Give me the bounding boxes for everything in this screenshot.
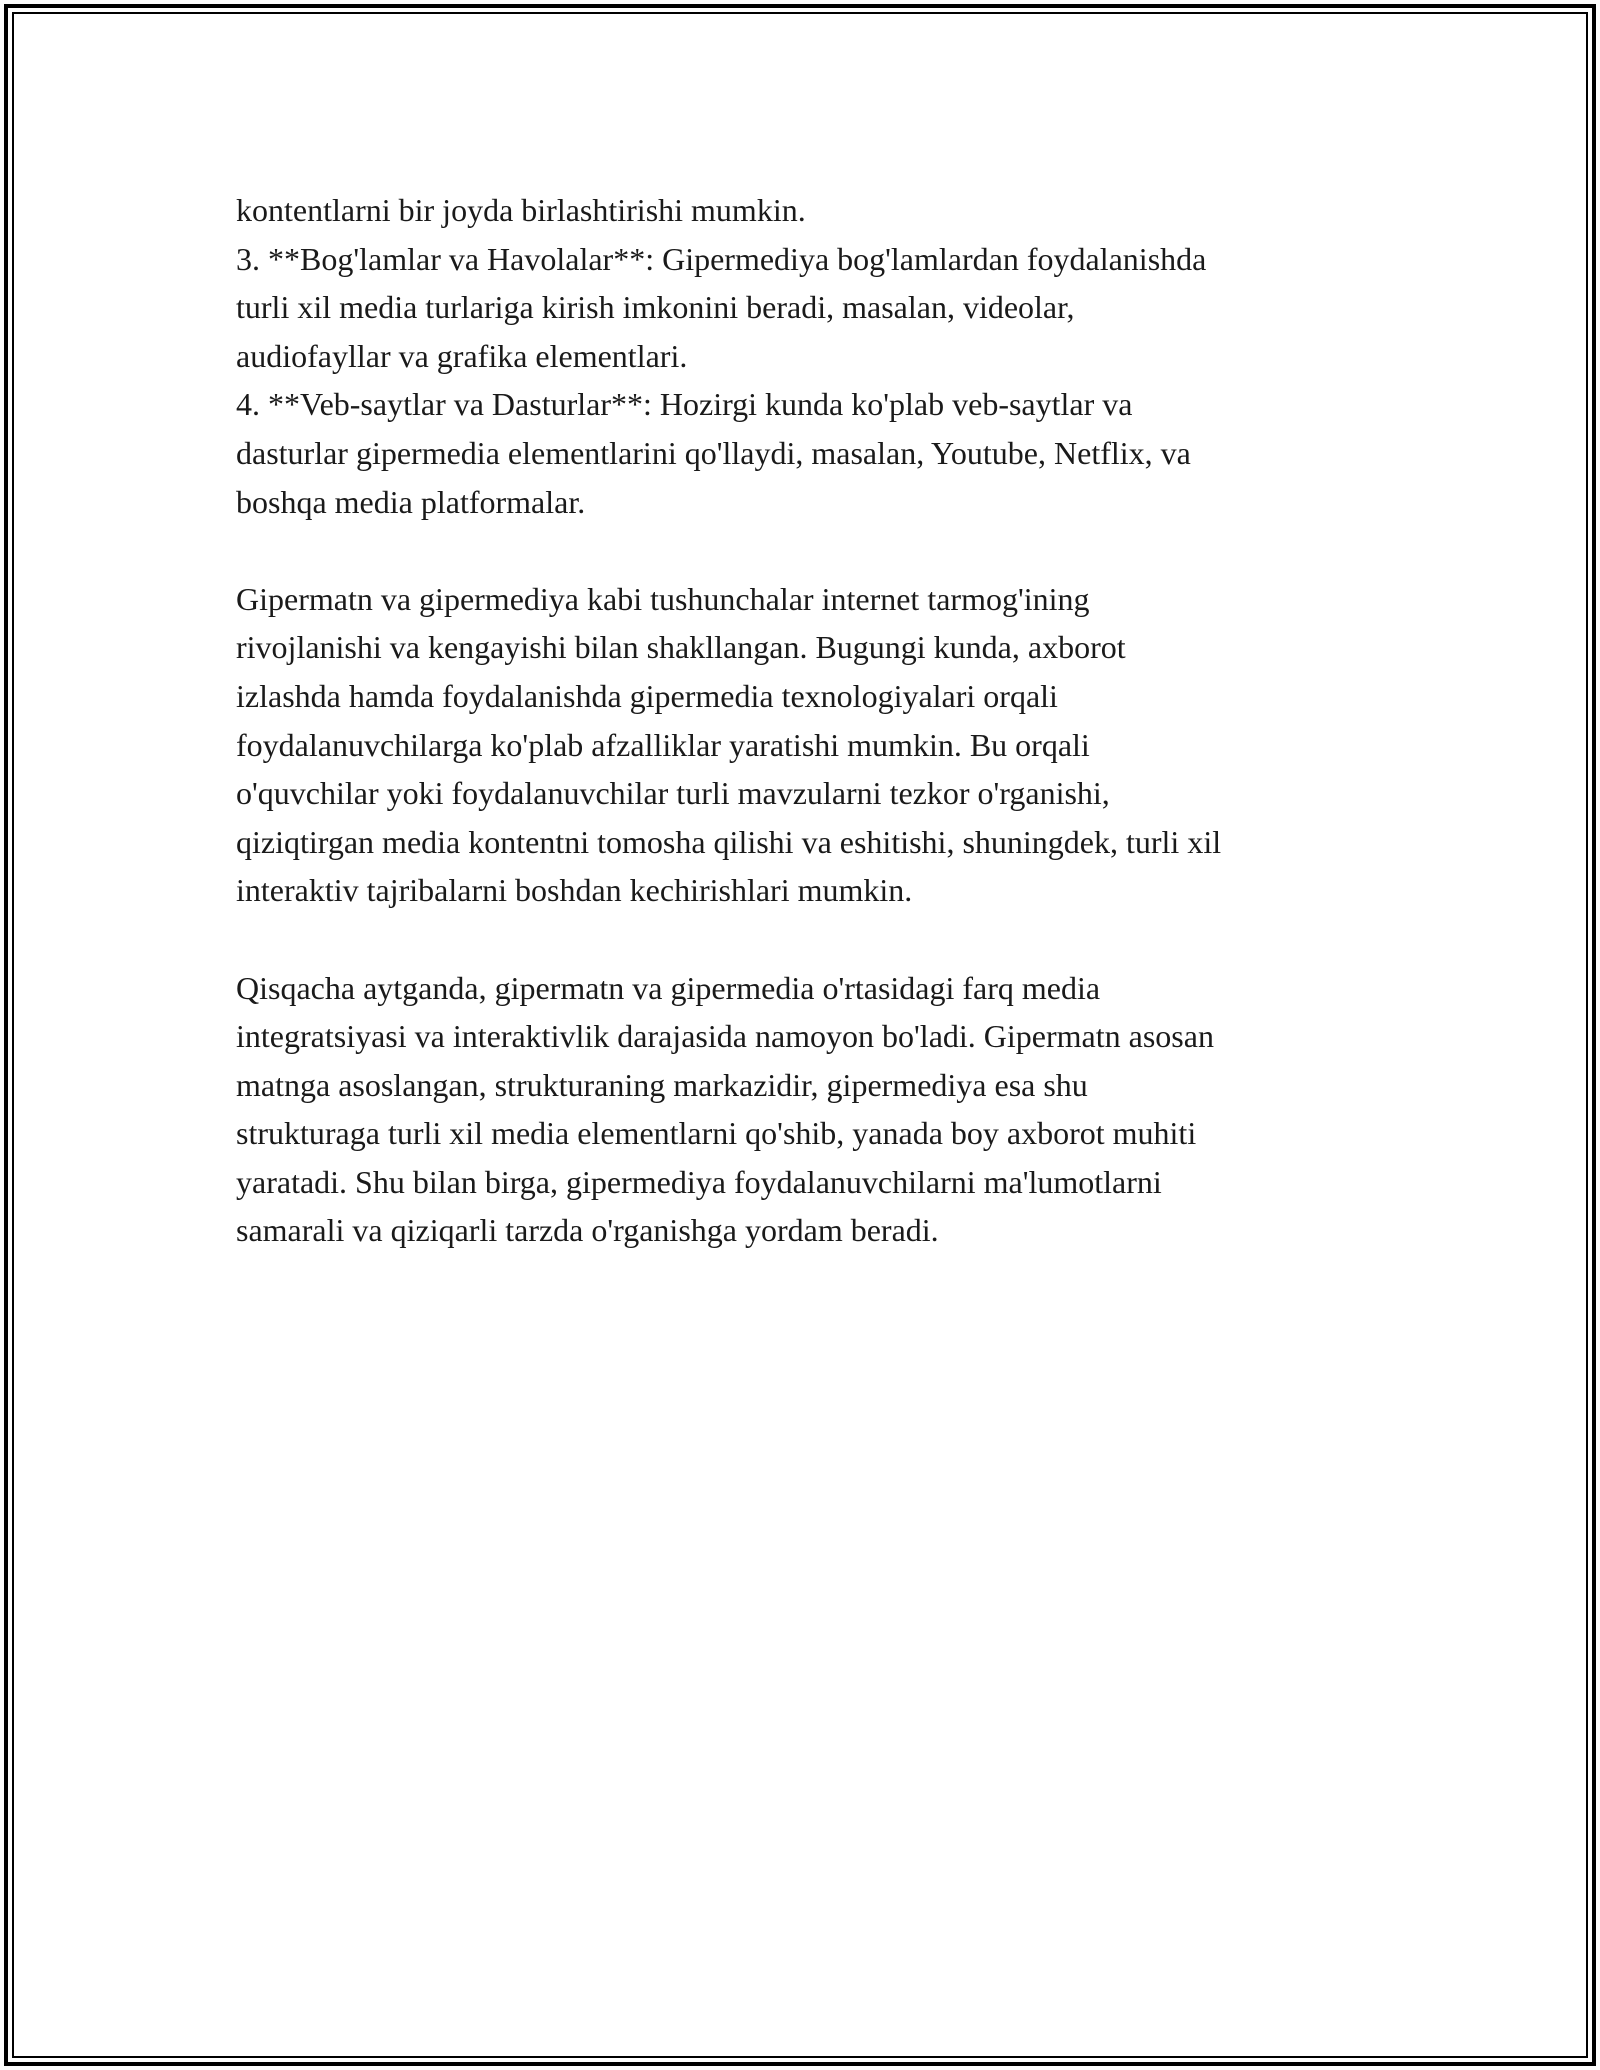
text-line: strukturaga turli xil media elementlarni qo'shib, yanada boy axborot muhiti <box>236 1115 1197 1152</box>
text-line: o'quvchilar yoki foydalanuvchilar turli mavzularni tezkor o'rganishi, <box>236 775 1110 812</box>
text-line: kontentlarni bir joyda birlashtirishi mumkin. <box>236 192 806 228</box>
text-line: interaktiv tajribalarni boshdan kechirishlari mumkin. <box>236 872 913 909</box>
paragraph-gap <box>236 526 1396 575</box>
text-line: Qisqacha aytganda, gipermatn va gipermedia o'rtasidagi farq media <box>236 969 1101 1006</box>
text-line: boshqa media platformalar. <box>236 483 586 520</box>
text-line: audiofayllar va grafika elementlari. <box>236 337 688 374</box>
text-line: izlashda hamda foydalanishda gipermedia texnologiyalari orqali <box>236 677 1058 714</box>
text-line: matnga asoslangan, strukturaning markazidir, gipermediya esa shu <box>236 1066 1088 1103</box>
text-line: Gipermatn va gipermediya kabi tushunchalar internet tarmog'ining <box>236 580 1090 617</box>
text-line: integratsiyasi va interaktivlik darajasida namoyon bo'ladi. Gipermatn asosan <box>236 1018 1214 1055</box>
text-line: qiziqtirgan media kontentni tomosha qilishi va eshitishi, shuningdek, turli xil <box>236 823 1222 860</box>
document-body <box>236 186 1396 1255</box>
text-line: yaratadi. Shu bilan birga, gipermediya foydalanuvchilarni ma'lumotlarni <box>236 1163 1162 1200</box>
text-line: foydalanuvchilarga ko'plab afzalliklar yaratishi mumkin. Bu orqali <box>236 726 1090 763</box>
text-line: 3. **Bog'lamlar va Havolalar**: Gipermediya bog'lamlardan foydalanishda <box>236 240 1207 277</box>
text-line: 4. **Veb-saytlar va Dasturlar**: Hozirgi kunda ko'plab veb-saytlar va <box>236 386 1133 423</box>
paragraph-gap <box>236 915 1396 964</box>
text-line: dasturlar gipermedia elementlarini qo'llaydi, masalan, Youtube, Netflix, va <box>236 434 1191 471</box>
text-line: rivojlanishi va kengayishi bilan shakllangan. Bugungi kunda, axborot <box>236 629 1126 666</box>
text-line: samarali va qiziqarli tarzda o'rganishga yordam beradi. <box>236 1212 939 1249</box>
text-line: turli xil media turlariga kirish imkonini beradi, masalan, videolar, <box>236 289 1075 326</box>
